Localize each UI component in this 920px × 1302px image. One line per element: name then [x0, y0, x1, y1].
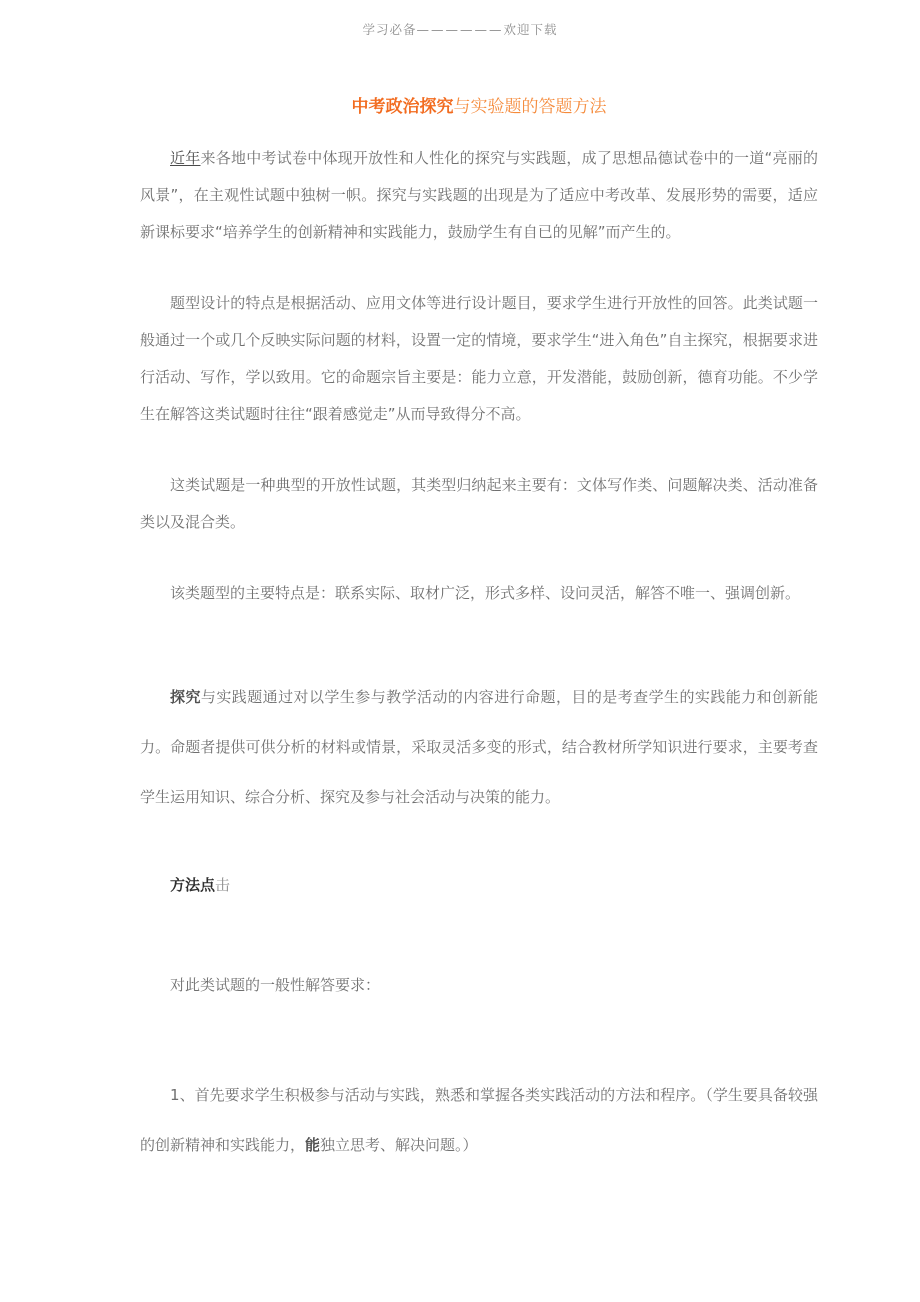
paragraph-1-text: 来各地中考试卷中体现开放性和人性化的探究与实践题，成了思想品德试卷中的一道“亮丽的风景”，在主观性试题中独树一帜。探究与实践题的出现是为了适应中考改革、发展形势的需要，适应新课标要求“培养学生的创新精神和实践能力，鼓励学生有自已的见解”而产生的。 [140, 149, 818, 241]
document-title-bold: 中考政治探究 [351, 97, 454, 117]
spacer-before-requirements [140, 1010, 818, 1070]
header-left-text: 学习必备 [362, 22, 417, 37]
header-dashes: —————— [416, 22, 504, 37]
spacer-before-section-heading [140, 822, 818, 870]
paragraph-3: 这类试题是一种典型的开放性试题，其类型归纳起来主要有：文体写作类、问题解决类、活动准备类以及混合类。 [140, 476, 818, 531]
paragraph-5 [140, 672, 818, 822]
document-body [140, 92, 818, 1170]
spacer-after-paragraph-2 [140, 433, 818, 467]
requirement-item-1-text-after: 独立思考、解决问题。） [320, 1136, 478, 1154]
spacer-after-section-heading [140, 900, 818, 960]
page-running-header [0, 20, 920, 38]
spacer-after-paragraph-4 [140, 612, 818, 672]
section-heading-method-tips [140, 870, 818, 900]
document-title [140, 92, 818, 122]
requirement-intro: 对此类试题的一般性解答要求： [170, 976, 381, 994]
spacer-after-paragraph-1 [140, 251, 818, 285]
requirement-item-1 [140, 1070, 818, 1170]
section-heading-bold: 方法点 [170, 876, 216, 894]
paragraph-2: 题型设计的特点是根据活动、应用文体等进行设计题目，要求学生进行开放性的回答。此类试题一般通过一个或几个反映实际问题的材料，设置一定的情境，要求学生“进入角色”自主探究，根据要求进行活动、写作，学以致用。它的命题宗旨主要是：能力立意，开发潜能，鼓励创新，德育功能。不少学生在解答这类试题时往往“跟着感觉走”从而导致得分不高。 [140, 294, 818, 423]
paragraph-4: 该类题型的主要特点是：联系实际、取材广泛，形式多样、设问灵活，解答不唯一、强调创新。 [170, 584, 801, 602]
paragraph-5-text: 与实践题通过对以学生参与教学活动的内容进行命题，目的是考查学生的实践能力和创新能力。命题者提供可供分析的材料或情景，采取灵活多变的形式，结合教材所学知识进行要求，主要考查学生运用知识、综合分析、探究及参与社会活动与决策的能力。 [140, 688, 818, 806]
document-title-rest: 与实验题的答题方法 [453, 97, 607, 117]
requirement-item-1-bold: 能 [305, 1136, 321, 1154]
section-heading-rest: 击 [215, 876, 231, 894]
header-right-text: 欢迎下载 [503, 22, 558, 37]
paragraph-1 [140, 140, 818, 251]
spacer-after-paragraph-3 [140, 541, 818, 575]
paragraph-1-lead-underlined: 近年 [170, 149, 201, 167]
requirement-item-1-text-before: 1、首先要求学生积极参与活动与实践，熟悉和掌握各类实践活动的方法和程序。（学生要具备较强的创新精神和实践能力， [140, 1086, 818, 1154]
paragraph-5-lead-bold: 探究 [170, 688, 201, 706]
